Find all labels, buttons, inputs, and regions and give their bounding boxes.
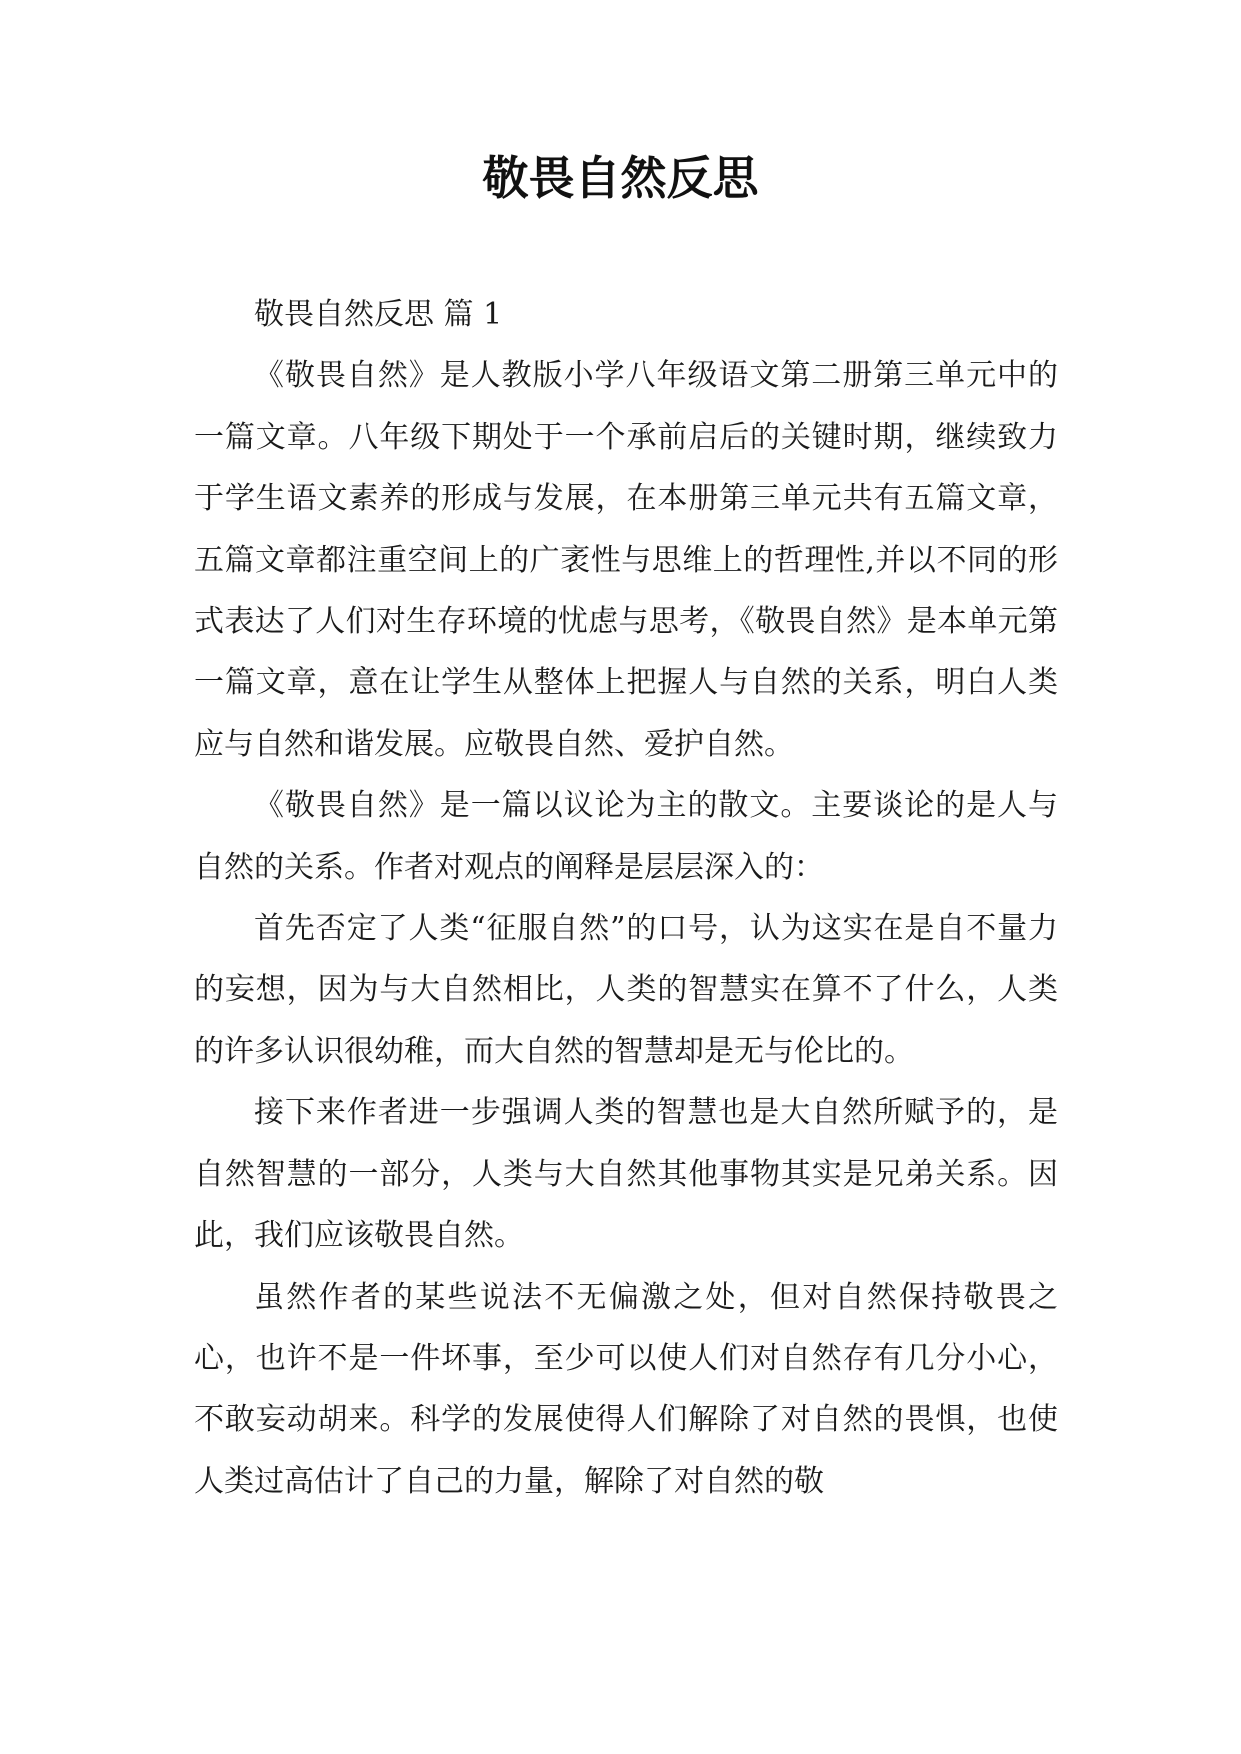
paragraph-5: 虽然作者的某些说法不无偏激之处，但对自然保持敬畏之心，也许不是一件坏事，至少可以使人们对自然存有几分小心，不敢妄动胡来。科学的发展使得人们解除了对自然的畏惧，也使人类过高估计了自己的力量，解除了对自然的敬 — [194, 1279, 1058, 1499]
document-body — [194, 284, 1058, 1512]
section-heading: 敬畏自然反思 篇 1 — [254, 297, 503, 332]
paragraph-1: 《敬畏自然》是人教版小学八年级语文第二册第三单元中的一篇文章。八年级下期处于一个承前启后的关键时期，继续致力于学生语文素养的形成与发展，在本册第三单元共有五篇文章，五篇文章都注重空间上的广袤性与思维上的哲理性,并以不同的形式表达了人们对生存环境的忧虑与思考，《敬畏自然》是本单元第一篇文章，意在让学生从整体上把握人与自然的关系，明白人类应与自然和谐发展。应敬畏自然、爱护自然。 — [194, 358, 1058, 762]
paragraph-2: 《敬畏自然》是一篇以议论为主的散文。主要谈论的是人与自然的关系。作者对观点的阐释是层层深入的： — [194, 788, 1058, 885]
paragraph-4: 接下来作者进一步强调人类的智慧也是大自然所赋予的，是自然智慧的一部分，人类与大自然其他事物其实是兄弟关系。因此，我们应该敬畏自然。 — [194, 1095, 1058, 1254]
document-title: 敬畏自然反思 — [482, 151, 759, 205]
paragraph-3: 首先否定了人类“征服自然”的口号，认为这实在是自不量力的妄想，因为与大自然相比，人类的智慧实在算不了什么，人类的许多认识很幼稚，而大自然的智慧却是无与伦比的。 — [194, 911, 1058, 1069]
